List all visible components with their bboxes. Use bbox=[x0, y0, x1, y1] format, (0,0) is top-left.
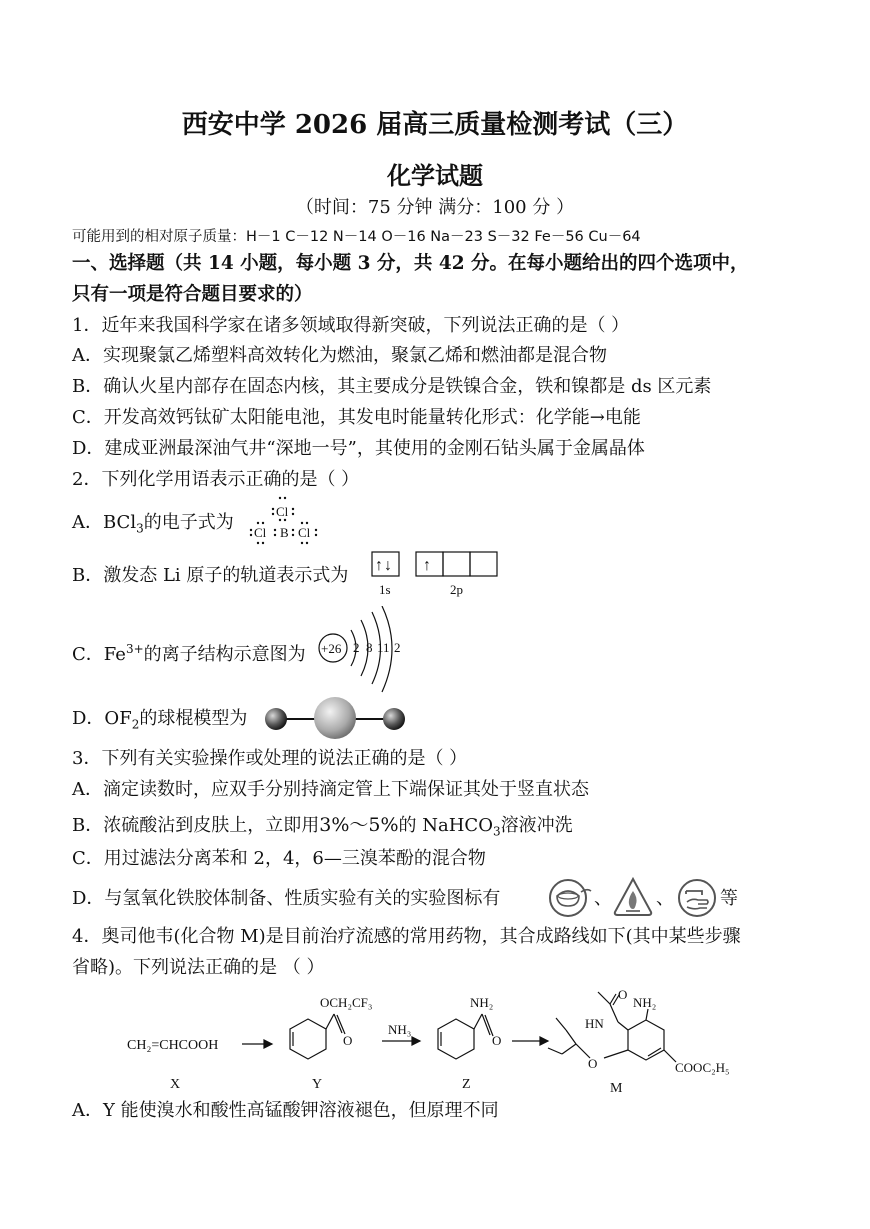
m-nh2: NH₂ bbox=[633, 995, 657, 1010]
arrow-up-icon: ↑ bbox=[423, 557, 431, 574]
q3-option-c: C．用过滤法分离苯和 2，4，6—三溴苯酚的混合物 bbox=[72, 848, 486, 869]
lewis-cl-right: Cl bbox=[298, 525, 311, 540]
label-y: Y bbox=[312, 1077, 323, 1092]
q2-a-sub: 3 bbox=[136, 521, 144, 536]
li-orbital-diagram bbox=[370, 550, 505, 600]
q3-b-prefix: B．浓硫酸沾到皮肤上，立即用 bbox=[72, 815, 320, 836]
arrow-down-icon: ↓ bbox=[384, 557, 392, 574]
q3-b-sub: 3 bbox=[492, 824, 501, 839]
exam-title: 西安中学 2026 届高三质量检测考试（三） bbox=[181, 110, 689, 140]
q4-option-a: A．Y 能使溴水和酸性高锰酸钾溶液褪色，但原理不同 bbox=[72, 1100, 499, 1121]
reagent-nh3: NH₃ bbox=[388, 1022, 412, 1037]
y-carbonyl-o: O bbox=[343, 1033, 353, 1048]
hand-washing-icon bbox=[676, 877, 718, 919]
q2-option-a bbox=[72, 512, 234, 540]
open-flame-warning-icon bbox=[612, 876, 654, 918]
shell-3-electrons: 11 bbox=[377, 640, 390, 655]
time-info: （时间：75 分钟 满分：100 分 ） bbox=[295, 197, 575, 218]
shell-1-electrons: 2 bbox=[353, 640, 360, 655]
q4-stem: 4．奥司他韦(化合物 M)是目前治疗流感的常用药物，其合成路线如下(其中某些步骤 bbox=[72, 926, 741, 947]
m-ring-o: O bbox=[588, 1056, 598, 1071]
q2-option-c bbox=[72, 638, 306, 666]
label-z: Z bbox=[462, 1077, 471, 1092]
q1-option-b: B．确认火星内部存在固态内核，其主要成分是铁镍合金，铁和镍都是 ds 区元素 bbox=[72, 376, 712, 397]
shell-4-electrons: 2 bbox=[394, 640, 401, 655]
q4-stem-cont: 省略)。下列说法正确的是 （ ） bbox=[72, 957, 325, 978]
label-2p: 2p bbox=[450, 582, 463, 597]
of2-ball-stick-model bbox=[262, 696, 412, 742]
m-acyl-o: O bbox=[618, 987, 628, 1002]
q2-c-prefix: C．Fe bbox=[72, 644, 126, 665]
y-ester-group: OCH₂CF₃ bbox=[320, 995, 373, 1010]
q3-stem: 3．下列有关实验操作或处理的说法正确的是（ ） bbox=[72, 748, 468, 769]
q3-b-mid: 的 NaHCO bbox=[398, 815, 493, 836]
q2-c-sup: 3+ bbox=[125, 642, 144, 656]
q2-option-b: B．激发态 Li 原子的轨道表示式为 bbox=[72, 565, 349, 586]
q3-b-suffix: 溶液冲洗 bbox=[500, 815, 573, 836]
section-heading: 一、选择题（共 14 小题，每小题 3 分，共 42 分。在每小题给出的四个选项中， bbox=[72, 253, 749, 274]
q2-stem: 2．下列化学用语表示正确的是（ ） bbox=[72, 469, 360, 490]
q3-option-b bbox=[72, 814, 573, 843]
z-carbonyl-o: O bbox=[492, 1033, 502, 1048]
q2-d-sub: 2 bbox=[131, 717, 140, 732]
q1-option-a: A．实现聚氯乙烯塑料高效转化为燃油，聚氯乙烯和燃油都是混合物 bbox=[72, 345, 607, 366]
q2-d-prefix: D．OF bbox=[72, 708, 132, 729]
lewis-cl-top: Cl bbox=[276, 504, 289, 519]
atomic-masses: 可能用到的相对原子质量：H－1 C－12 N－14 O－16 Na－23 S－32 Fe－56 Cu－64 bbox=[72, 229, 641, 245]
subject-title: 化学试题 bbox=[387, 161, 483, 190]
q2-a-suffix: 的电子式为 bbox=[143, 512, 234, 533]
q3-b-formula: 3%～5% bbox=[319, 814, 399, 836]
lewis-b: B bbox=[280, 525, 289, 540]
fe3-ion-structure-diagram bbox=[316, 606, 412, 696]
lewis-cl-left: Cl bbox=[254, 525, 267, 540]
q1-option-c: C．开发高效钙钛矿太阳能电池，其发电时能量转化形式：化学能→电能 bbox=[72, 407, 641, 428]
label-x: X bbox=[170, 1077, 181, 1092]
m-ester: COOC₂H₅ bbox=[675, 1060, 730, 1075]
q2-c-suffix: 的离子结构示意图为 bbox=[143, 644, 306, 665]
q3-d-suffix: 等 bbox=[720, 888, 738, 909]
q1-option-d: D．建成亚洲最深油气井“深地一号”，其使用的金刚石钻头属于金属晶体 bbox=[72, 438, 645, 459]
compound-x-formula: CH₂=CHCOOH bbox=[127, 1038, 219, 1053]
q1-stem: 1．近年来我国科学家在诸多领域取得新突破，下列说法正确的是（ ） bbox=[72, 315, 630, 336]
label-1s: 1s bbox=[379, 582, 391, 597]
q2-option-d bbox=[72, 708, 247, 736]
m-hn: HN bbox=[585, 1016, 604, 1031]
synthesis-route-scheme bbox=[120, 984, 760, 1096]
z-amide-group: NH₂ bbox=[470, 995, 494, 1010]
section-heading-cont: 只有一项是符合题目要求的） bbox=[72, 284, 313, 305]
arrow-up-icon: ↑ bbox=[375, 557, 383, 574]
bcl3-lewis-structure bbox=[246, 492, 326, 550]
nucleus-charge: +26 bbox=[321, 641, 342, 656]
q3-option-d: D．与氢氧化铁胶体制备、性质实验有关的实验图标有 bbox=[72, 888, 501, 909]
q3-d-sep2: 、 bbox=[656, 888, 674, 909]
q2-a-prefix: A．BCl bbox=[72, 512, 137, 533]
heating-icon bbox=[548, 878, 592, 918]
label-m: M bbox=[610, 1081, 623, 1096]
q3-option-a: A．滴定读数时，应双手分别持滴定管上下端保证其处于竖直状态 bbox=[72, 779, 589, 800]
shell-2-electrons: 8 bbox=[366, 640, 373, 655]
q2-d-suffix: 的球棍模型为 bbox=[139, 708, 248, 729]
q3-d-sep1: 、 bbox=[594, 888, 612, 909]
